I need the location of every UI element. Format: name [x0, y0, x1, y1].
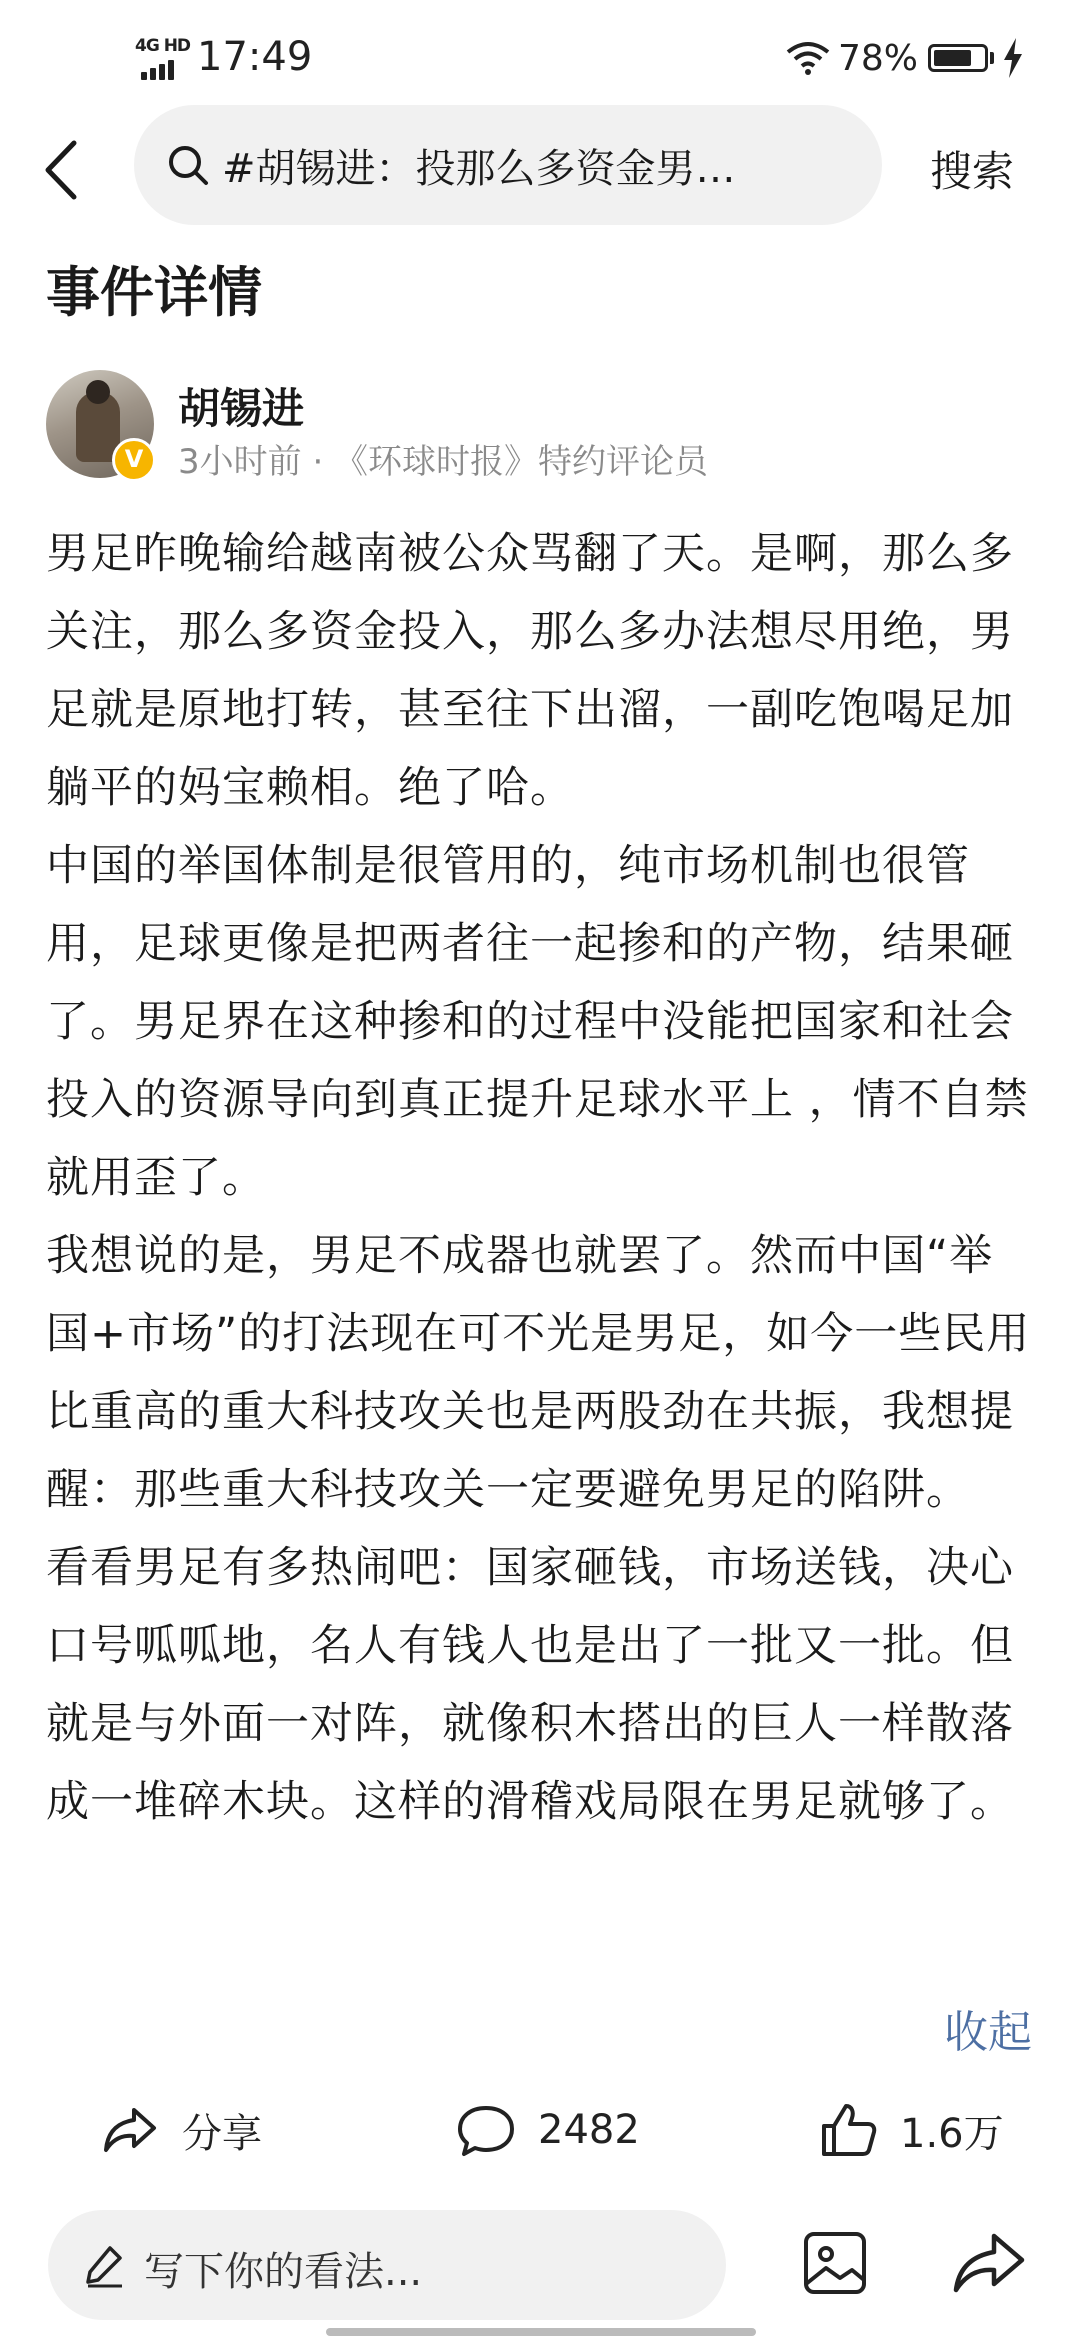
comment-button[interactable] — [456, 2085, 640, 2175]
network-type: 4G HD — [135, 36, 191, 56]
share-icon[interactable] — [950, 2226, 1028, 2300]
comment-placeholder: 写下你的看法... — [144, 2249, 423, 2295]
action-bar — [0, 2085, 1080, 2175]
post-paragraph: 我想说的是，男足不成器也就罢了。然而中国“举国+市场”的打法现在可不光是男足，如今一些民用比重高的重大科技攻关也是两股劲在共振，我想提醒：那些重大科技攻关一定要避免男足的陷阱。 — [46, 1231, 1031, 1515]
comment-count: 2482 — [538, 2107, 640, 2153]
like-count: 1.6万 — [900, 2110, 1004, 2157]
page-title: 事件详情 — [46, 261, 262, 324]
share-icon — [100, 2100, 160, 2160]
status-time: 17:49 — [197, 34, 313, 80]
home-indicator[interactable] — [326, 2328, 756, 2336]
thumbs-up-icon — [818, 2100, 878, 2160]
top-bar — [0, 105, 1080, 225]
share-button[interactable] — [100, 2085, 262, 2175]
image-icon[interactable] — [800, 2226, 874, 2300]
battery-cap — [990, 52, 994, 64]
status-bar — [0, 0, 1080, 120]
share-label: 分享 — [182, 2110, 262, 2157]
pen-icon — [82, 2242, 128, 2288]
comment-icon — [456, 2100, 516, 2160]
search-input[interactable] — [134, 105, 882, 225]
battery-percent: 78% — [838, 38, 919, 79]
search-query-text: #胡锡进：投那么多资金男… — [222, 146, 736, 192]
charging-icon — [1002, 38, 1024, 78]
bottom-bar — [0, 2210, 1080, 2320]
post-body — [46, 515, 1036, 1841]
post-meta: 3小时前 · 《环球时报》特约评论员 — [178, 442, 709, 482]
search-button[interactable]: 搜索 — [930, 147, 1015, 196]
post-paragraph: 男足昨晚输给越南被公众骂翻了天。是啊，那么多关注，那么多资金投入，那么多办法想尽用绝，男足就是原地打转，甚至往下出溜，一副吃饱喝足加躺平的妈宝赖相。绝了哈。 — [46, 529, 1014, 813]
collapse-link[interactable]: 收起 — [944, 2007, 1032, 2058]
wifi-icon — [786, 40, 830, 76]
comment-input[interactable] — [48, 2210, 726, 2320]
search-icon — [166, 143, 210, 187]
author-name[interactable]: 胡锡进 — [178, 384, 305, 433]
back-arrow-icon[interactable] — [38, 135, 88, 205]
battery-icon — [928, 44, 988, 72]
post-paragraph: 中国的举国体制是很管用的，纯市场机制也很管用，足球更像是把两者往一起掺和的产物，结果砸了。男足界在这种掺和的过程中没能把国家和社会投入的资源导向到真正提升足球水平上 ，情不自禁就用歪了。 — [46, 841, 1029, 1203]
post-paragraph: 看看男足有多热闹吧：国家砸钱，市场送钱，决心口号呱呱地，名人有钱人也是出了一批又一批。但就是与外面一对阵，就像积木搭出的巨人一样散落成一堆碎木块。这样的滑稽戏局限在男足就够了。 — [46, 1543, 1014, 1827]
network-signal-icon — [135, 36, 191, 80]
like-button[interactable] — [818, 2085, 1004, 2175]
verified-badge-icon: V — [112, 438, 156, 482]
